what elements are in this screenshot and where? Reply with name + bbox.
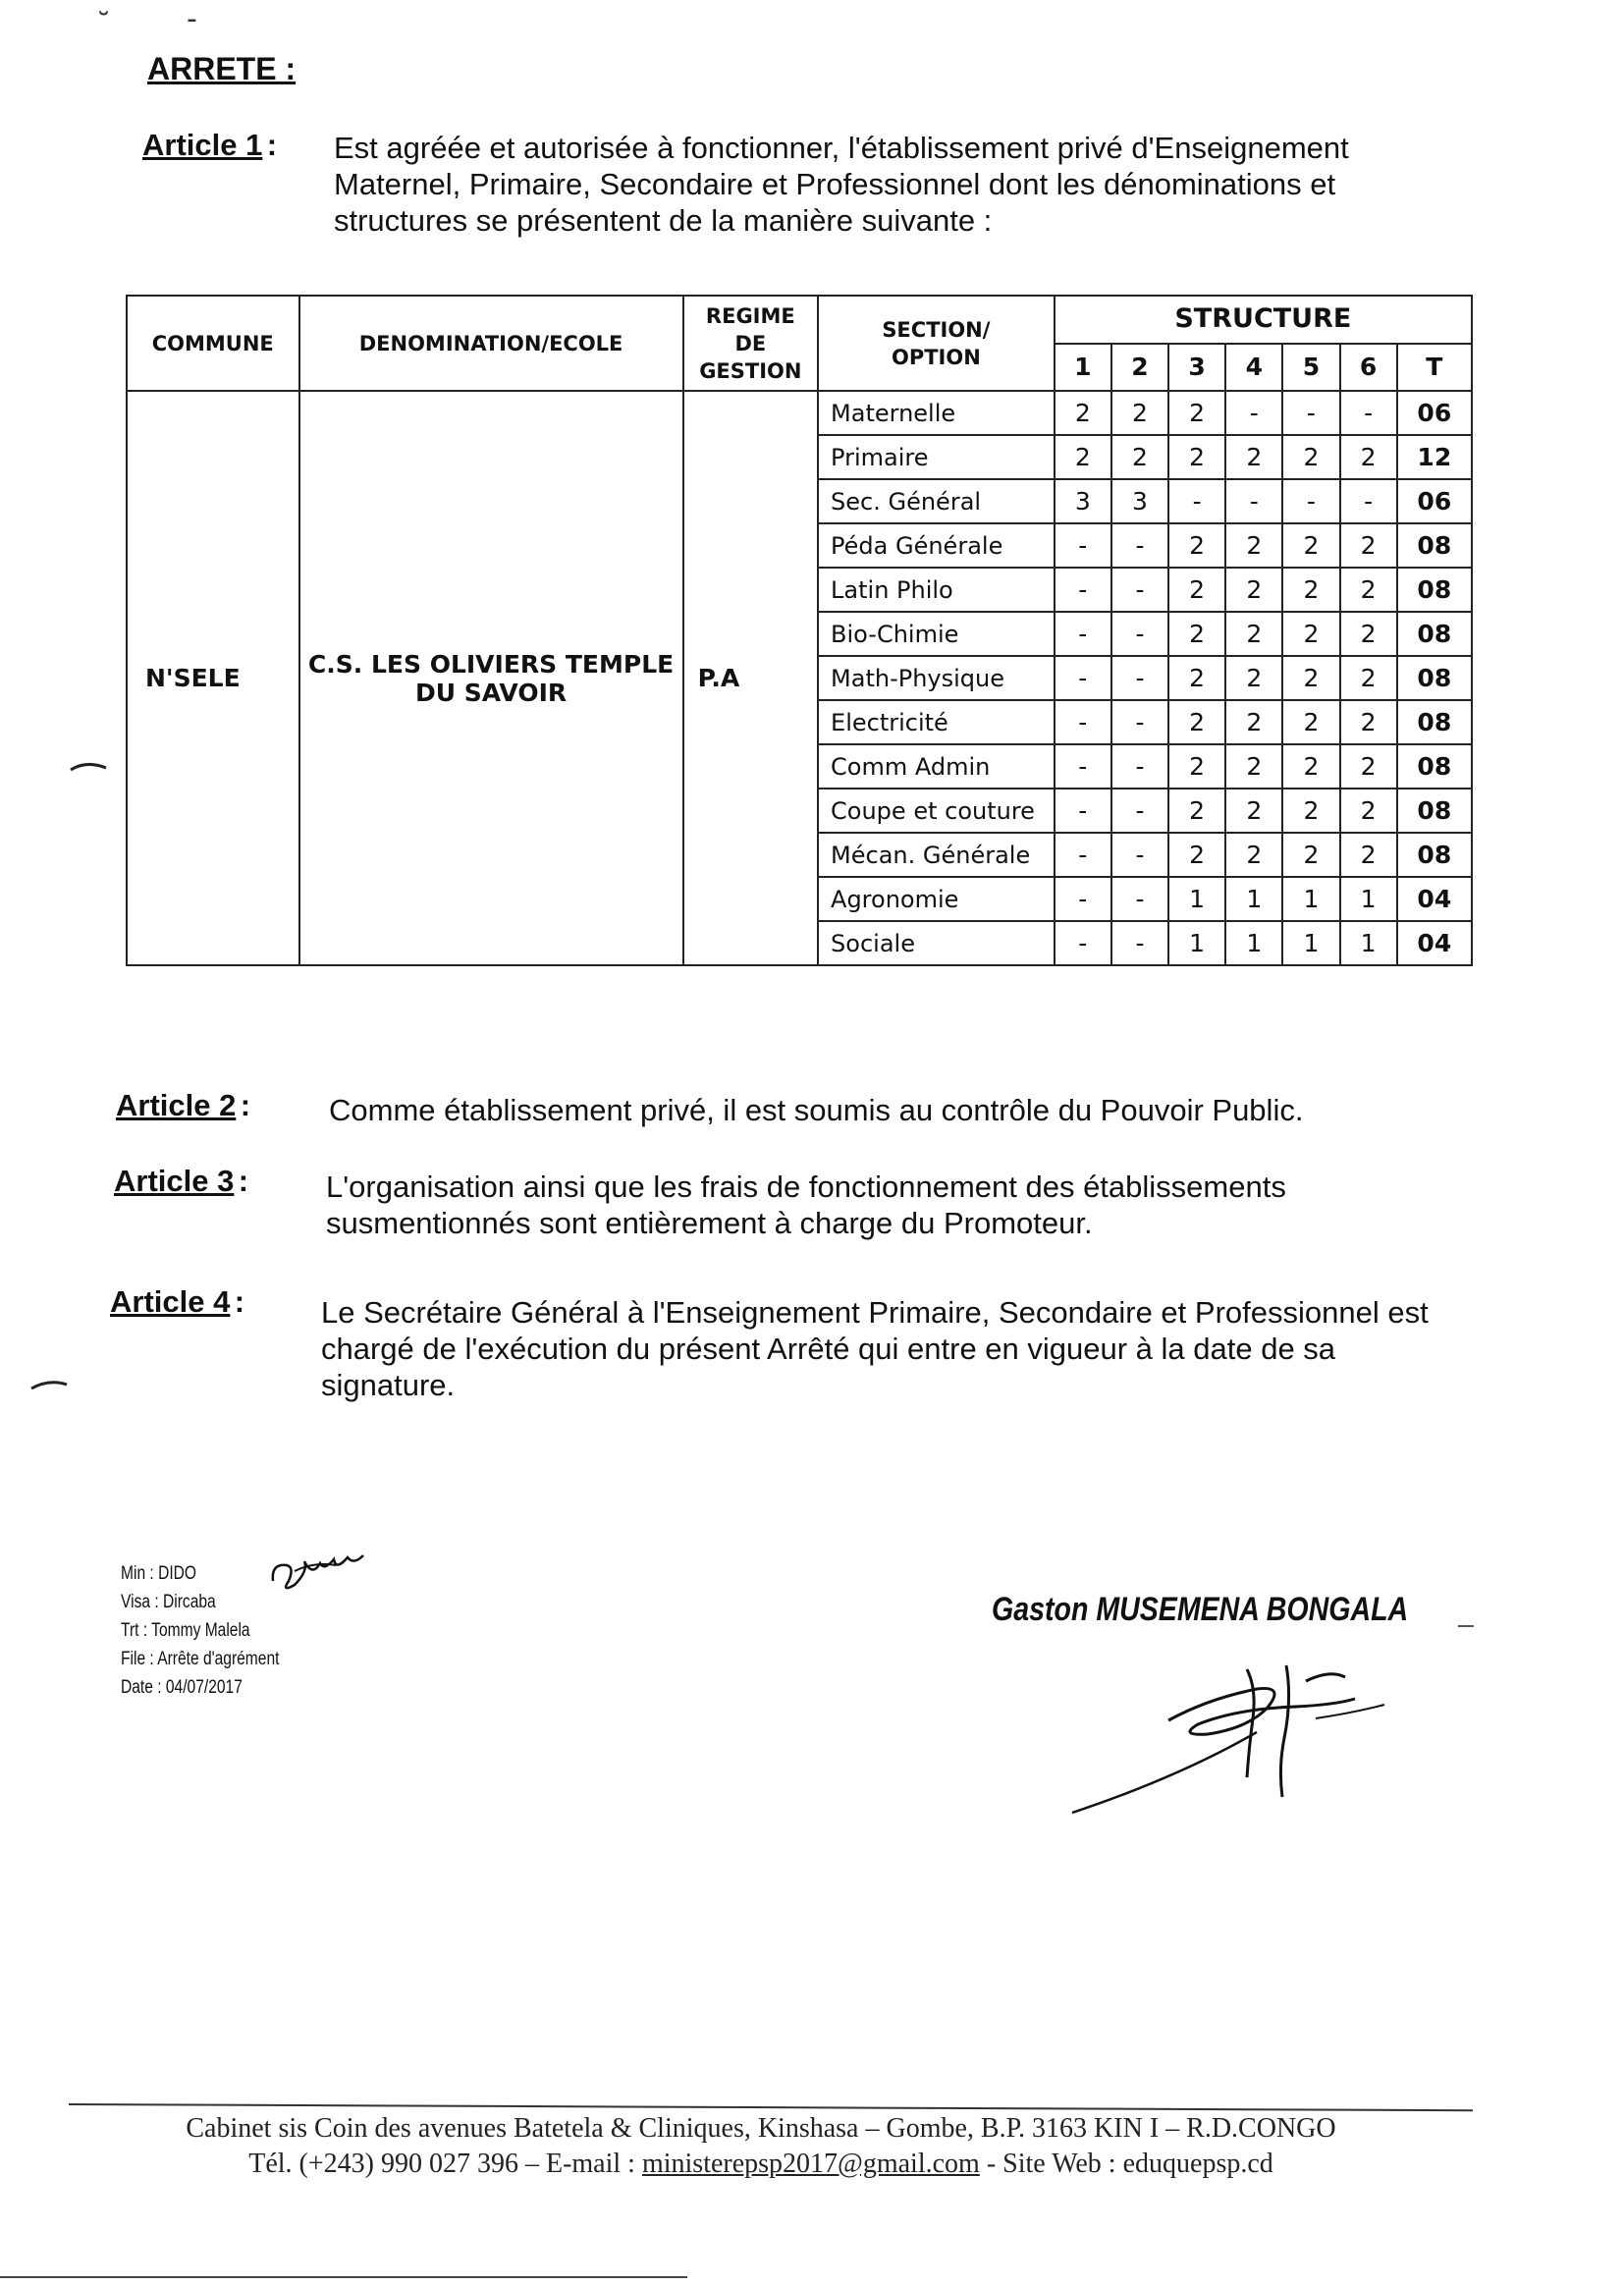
total-cell: 08 [1397, 789, 1472, 833]
level-count-cell: 2 [1225, 833, 1282, 877]
level-count-cell: 2 [1340, 523, 1397, 568]
total-cell: 04 [1397, 877, 1472, 921]
header-regime-line: GESTION [699, 358, 802, 383]
regime-cell: P.A [683, 391, 818, 965]
level-count-cell: - [1225, 391, 1282, 435]
section-name-cell: Mécan. Générale [818, 833, 1055, 877]
level-count-cell: 2 [1168, 744, 1225, 789]
article-2-label: Article 2 [116, 1088, 237, 1122]
article-4-heading [110, 1284, 244, 1320]
structure-table [126, 295, 1473, 966]
level-count-cell: 2 [1340, 833, 1397, 877]
article-3-line: L'organisation ainsi que les frais de fonctionnement des établissements [326, 1170, 1286, 1204]
level-count-cell: 1 [1340, 921, 1397, 965]
article-1-colon: : [266, 128, 278, 162]
level-count-cell: - [1055, 877, 1111, 921]
total-cell: 08 [1397, 568, 1472, 612]
level-count-cell: 2 [1225, 700, 1282, 744]
memo-line: Visa : Dircaba [121, 1592, 216, 1612]
level-count-cell: 2 [1282, 568, 1339, 612]
level-count-cell: - [1111, 568, 1168, 612]
level-count-cell: 1 [1282, 877, 1339, 921]
level-count-cell: 2 [1168, 833, 1225, 877]
article-3-colon: : [238, 1164, 249, 1198]
level-count-cell: 2 [1340, 656, 1397, 700]
level-count-cell: 2 [1340, 744, 1397, 789]
header-level: 2 [1111, 344, 1168, 392]
total-cell: 04 [1397, 921, 1472, 965]
level-count-cell: 2 [1168, 789, 1225, 833]
level-count-cell: - [1111, 700, 1168, 744]
scan-mark-top: - [187, 2, 197, 36]
level-count-cell: 2 [1168, 435, 1225, 479]
level-count-cell: 2 [1282, 700, 1339, 744]
level-count-cell: 2 [1168, 656, 1225, 700]
level-count-cell: 1 [1168, 877, 1225, 921]
level-count-cell: 2 [1282, 744, 1339, 789]
header-section-line: OPTION [891, 345, 981, 369]
memo-line: Date : 04/07/2017 [121, 1677, 243, 1698]
level-count-cell: - [1282, 479, 1339, 523]
level-count-cell: - [1055, 523, 1111, 568]
level-count-cell: - [1225, 479, 1282, 523]
level-count-cell: - [1111, 921, 1168, 965]
level-count-cell: - [1111, 877, 1168, 921]
total-cell: 06 [1397, 479, 1472, 523]
article-4-line: signature. [321, 1368, 456, 1402]
article-3-text [326, 1169, 1460, 1241]
level-count-cell: 2 [1111, 391, 1168, 435]
section-name-cell: Sociale [818, 921, 1055, 965]
school-name-line: DU SAVOIR [415, 678, 568, 707]
level-count-cell: 2 [1282, 612, 1339, 656]
level-count-cell: 2 [1225, 568, 1282, 612]
memo-block [121, 1559, 279, 1702]
article-1-line: Maternel, Primaire, Secondaire et Professionnel dont les dénominations et [334, 167, 1336, 201]
article-3-heading [114, 1164, 248, 1199]
footer-phone: Tél. (+243) 990 027 396 – E-mail : [248, 2149, 642, 2179]
article-2-colon: : [240, 1088, 251, 1122]
section-name-cell: Agronomie [818, 877, 1055, 921]
header-level-total: T [1397, 344, 1472, 392]
header-level: 1 [1055, 344, 1111, 392]
footer-email: ministerepsp2017@gmail.com [641, 2149, 980, 2179]
header-level: 4 [1225, 344, 1282, 392]
level-count-cell: - [1055, 789, 1111, 833]
article-2-line: Comme établissement privé, il est soumis au contrôle du Pouvoir Public. [329, 1093, 1304, 1127]
decree-heading: ARRETE : [147, 51, 297, 86]
level-count-cell: 1 [1340, 877, 1397, 921]
level-count-cell: 2 [1168, 568, 1225, 612]
level-count-cell: 2 [1340, 568, 1397, 612]
article-1-heading [142, 128, 277, 163]
level-count-cell: 1 [1168, 921, 1225, 965]
level-count-cell: - [1111, 523, 1168, 568]
memo-line: Min : DIDO [121, 1563, 197, 1584]
level-count-cell: - [1111, 789, 1168, 833]
school-name-cell [299, 391, 683, 965]
level-count-cell: - [1055, 833, 1111, 877]
level-count-cell: 2 [1225, 435, 1282, 479]
level-count-cell: 2 [1340, 789, 1397, 833]
bottom-rule [0, 2276, 687, 2278]
level-count-cell: - [1111, 833, 1168, 877]
total-cell: 08 [1397, 744, 1472, 789]
section-name-cell: Electricité [818, 700, 1055, 744]
signer-name: Gaston MUSEMENA BONGALA [992, 1591, 1409, 1628]
article-2-text [329, 1092, 1458, 1128]
total-cell: 08 [1397, 612, 1472, 656]
section-name-cell: Coupe et couture [818, 789, 1055, 833]
level-count-cell: 2 [1225, 789, 1282, 833]
header-level: 3 [1168, 344, 1225, 392]
total-cell: 08 [1397, 523, 1472, 568]
section-name-cell: Math-Physique [818, 656, 1055, 700]
table-row [127, 391, 1472, 435]
total-cell: 12 [1397, 435, 1472, 479]
article-2-heading [116, 1088, 250, 1123]
article-1-line: structures se présentent de la manière suivante : [334, 203, 993, 238]
level-count-cell: 2 [1340, 435, 1397, 479]
footer-address: Cabinet sis Coin des avenues Batetela & Cliniques, Kinshasa – Gombe, B.P. 3163 KIN I – R.D.CONGO [186, 2113, 1336, 2144]
level-count-cell: - [1055, 744, 1111, 789]
section-name-cell: Comm Admin [818, 744, 1055, 789]
total-cell: 08 [1397, 656, 1472, 700]
level-count-cell: 2 [1282, 789, 1339, 833]
level-count-cell: 2 [1168, 700, 1225, 744]
scan-mark-margin-1 [67, 758, 116, 778]
total-cell: 08 [1397, 833, 1472, 877]
memo-line: Trt : Tommy Malela [121, 1620, 250, 1641]
level-count-cell: 1 [1225, 877, 1282, 921]
level-count-cell: 2 [1111, 435, 1168, 479]
footer-rule [69, 2103, 1473, 2111]
level-count-cell: 2 [1168, 391, 1225, 435]
level-count-cell: - [1111, 744, 1168, 789]
header-commune: COMMUNE [127, 296, 299, 391]
level-count-cell: 2 [1282, 435, 1339, 479]
level-count-cell: - [1340, 391, 1397, 435]
level-count-cell: - [1055, 568, 1111, 612]
footer-contact [147, 2147, 1375, 2182]
section-name-cell: Bio-Chimie [818, 612, 1055, 656]
level-count-cell: - [1055, 700, 1111, 744]
level-count-cell: - [1111, 656, 1168, 700]
level-count-cell: 2 [1225, 523, 1282, 568]
total-cell: 06 [1397, 391, 1472, 435]
commune-cell: N'SELE [127, 391, 299, 965]
article-1-label: Article 1 [142, 128, 263, 162]
level-count-cell: 2 [1282, 833, 1339, 877]
header-section [818, 296, 1055, 391]
level-count-cell: 1 [1282, 921, 1339, 965]
level-count-cell: 3 [1111, 479, 1168, 523]
level-count-cell: 2 [1225, 744, 1282, 789]
total-cell: 08 [1397, 700, 1472, 744]
article-1-text [334, 130, 1463, 239]
level-count-cell: - [1055, 921, 1111, 965]
level-count-cell: 2 [1282, 656, 1339, 700]
scan-mark-margin-2 [27, 1375, 77, 1394]
scan-mark-top-left: ˘ [96, 8, 111, 42]
level-count-cell: 2 [1340, 612, 1397, 656]
level-count-cell: 2 [1340, 700, 1397, 744]
header-section-line: SECTION/ [882, 317, 991, 342]
header-denomination: DENOMINATION/ECOLE [299, 296, 683, 391]
article-4-line: chargé de l'exécution du présent Arrêté qui entre en vigueur à la date de sa [321, 1332, 1336, 1366]
level-count-cell: 3 [1055, 479, 1111, 523]
footer-website: - Site Web : eduquepsp.cd [979, 2149, 1273, 2179]
level-count-cell: - [1111, 612, 1168, 656]
article-1-line: Est agréée et autorisée à fonctionner, l'établissement privé d'Enseignement [334, 131, 1349, 165]
level-count-cell: 2 [1282, 523, 1339, 568]
header-regime-line: DE [734, 331, 767, 355]
header-level: 6 [1340, 344, 1397, 392]
section-name-cell: Péda Générale [818, 523, 1055, 568]
structure-table-body [127, 391, 1472, 965]
section-name-cell: Primaire [818, 435, 1055, 479]
handwritten-signature [1060, 1630, 1414, 1826]
memo-line: File : Arrête d'agrément [121, 1649, 280, 1669]
footer [147, 2111, 1375, 2182]
level-count-cell: - [1055, 656, 1111, 700]
section-name-cell: Sec. Général [818, 479, 1055, 523]
section-name-cell: Latin Philo [818, 568, 1055, 612]
level-count-cell: 1 [1225, 921, 1282, 965]
level-count-cell: 2 [1225, 612, 1282, 656]
level-count-cell: - [1282, 391, 1339, 435]
article-4-colon: : [234, 1284, 245, 1319]
level-count-cell: 2 [1055, 435, 1111, 479]
header-level: 5 [1282, 344, 1339, 392]
initials-signature [265, 1542, 373, 1601]
article-3-label: Article 3 [114, 1164, 235, 1198]
section-name-cell: Maternelle [818, 391, 1055, 435]
level-count-cell: 2 [1055, 391, 1111, 435]
signer-dash [1458, 1625, 1474, 1627]
article-4-line: Le Secrétaire Général à l'Enseignement Primaire, Secondaire et Professionnel est [321, 1295, 1429, 1330]
header-regime-line: REGIME [705, 303, 795, 328]
level-count-cell: - [1168, 479, 1225, 523]
article-4-label: Article 4 [110, 1284, 231, 1319]
school-name-line: C.S. LES OLIVIERS TEMPLE [307, 649, 675, 679]
level-count-cell: 2 [1225, 656, 1282, 700]
level-count-cell: - [1055, 612, 1111, 656]
header-regime [683, 296, 818, 391]
article-4-text [321, 1294, 1460, 1403]
header-structure: STRUCTURE [1055, 296, 1472, 344]
article-3-line: susmentionnés sont entièrement à charge du Promoteur. [326, 1206, 1093, 1240]
level-count-cell: 2 [1168, 612, 1225, 656]
level-count-cell: 2 [1168, 523, 1225, 568]
level-count-cell: - [1340, 479, 1397, 523]
